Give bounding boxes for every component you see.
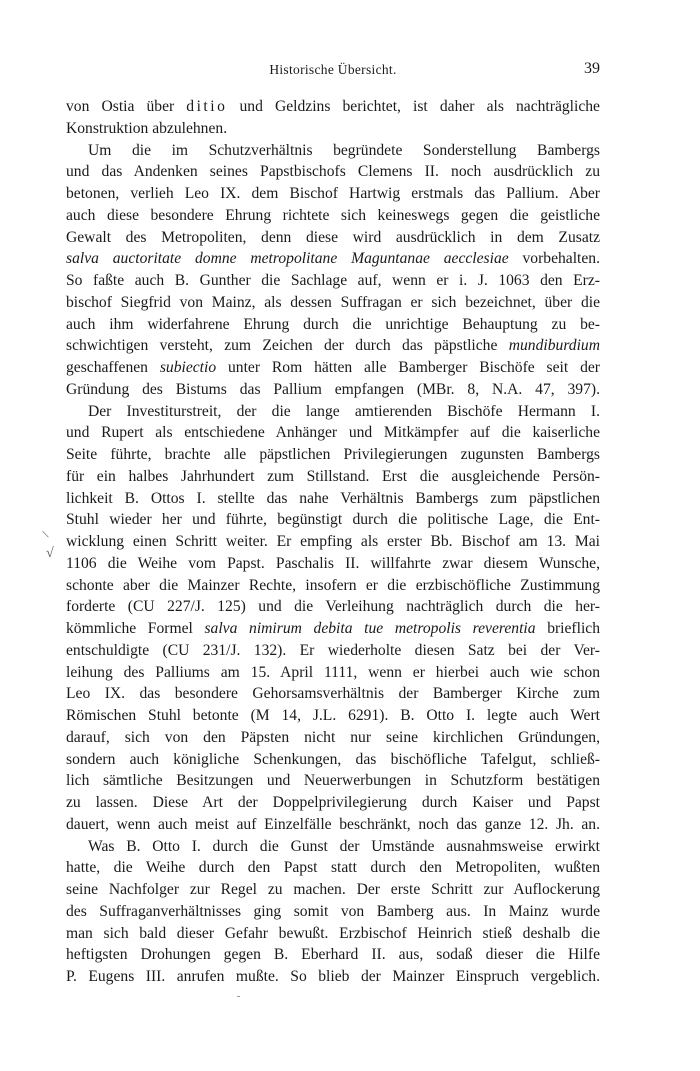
text-line — [66, 879, 600, 901]
text-line — [66, 488, 600, 510]
text-line — [66, 96, 600, 118]
text-run: Was B. Otto I. durch die Gunst der Umstände ausnahmsweise erwirkt — [88, 837, 600, 855]
text-line — [66, 727, 600, 749]
text-run: und das Andenken seines Papstbischofs Clemens II. noch ausdrücklich zu — [66, 163, 600, 181]
text-line — [66, 314, 600, 336]
text-run: und Rupert als entschiedene Anhänger und Mitkämpfer auf die kaiserliche — [66, 424, 600, 442]
text-run: heftigsten Drohungen gegen B. Eberhard II. aus, sodaß dieser die Hilfe — [66, 946, 600, 964]
text-run: des Suffraganverhältnisses ging somit von Bamberg aus. In Mainz wurde — [66, 902, 600, 920]
text-run: auch ihm widerfahrene Ehrung durch die unrichtige Behauptung zu be- — [66, 315, 600, 333]
text-run: betonen, verlieh Leo IX. dem Bischof Hartwig erstmals das Pallium. Aber — [66, 185, 600, 202]
text-line — [66, 683, 600, 705]
text-line — [66, 662, 600, 684]
italic-phrase: mundiburdium — [508, 337, 600, 355]
text-run: Der Investiturstreit, der die lange amtierenden Bischöfe Hermann I. — [88, 402, 600, 420]
text-line — [66, 161, 600, 183]
text-run: entschuldigte (CU 231/J. 132). Er wiederholte diesen Satz bei der Ver- — [66, 641, 600, 659]
text-line — [66, 227, 600, 249]
running-title: Historische Übersicht. — [269, 62, 397, 77]
text-run: seine Nachfolger zur Regel zu machen. Der erste Schritt zur Auflockerung — [66, 881, 600, 898]
text-line — [66, 183, 600, 205]
text-line — [66, 575, 600, 597]
stray-mark — [237, 996, 240, 997]
text-run: leihung des Palliums am 15. April 1111, wenn er hierbei auch wie schon — [66, 663, 600, 681]
text-line — [66, 792, 600, 814]
page-header — [66, 62, 600, 82]
text-line — [66, 596, 600, 618]
text-line — [66, 814, 600, 836]
body-text — [66, 96, 600, 988]
text-line — [66, 248, 600, 270]
text-run: geschaffenen — [66, 359, 160, 376]
text-run: Römischen Stuhl betonte (M 14, J.L. 6291). B. Otto I. legte auch Wert — [66, 707, 600, 724]
text-run: lich sämtliche Besitzungen und Neuerwerbungen in Schutzform bestätigen — [66, 772, 600, 790]
text-run: sondern auch königliche Schenkungen, das bischöfliche Tafelgut, schließ- — [66, 750, 600, 768]
text-run: man sich bald dieser Gefahr bewußt. Erzbischof Heinrich stieß deshalb die — [66, 924, 600, 942]
text-line — [66, 140, 600, 162]
text-run: So faßte auch B. Gunther die Sachlage auf, wenn er i. J. 1063 den Erz- — [66, 272, 600, 289]
text-line — [66, 901, 600, 923]
text-line — [66, 770, 600, 792]
text-line — [66, 205, 600, 227]
text-run: schwichtigen versteht, zum Zeichen der durch das päpstliche — [66, 337, 509, 355]
italic-phrase: salva auctoritate domne metropolitane Maguntanae aecclesiae — [66, 250, 509, 268]
text-run: dauert, wenn auch meist auf Einzelfälle beschränkt, noch das ganze 12. Jh. an. — [66, 815, 600, 833]
text-run: Stuhl wieder her und führte, begünstigt durch die politische Lage, die Ent- — [66, 511, 600, 529]
text-line — [66, 444, 600, 466]
text-line — [66, 422, 600, 444]
text-line — [66, 292, 600, 314]
text-line — [66, 466, 600, 488]
text-line — [66, 836, 600, 858]
text-run: Gewalt des Metropoliten, denn diese wird ausdrücklich in dem Zusatz — [66, 228, 600, 246]
text-run: kömmliche Formel — [66, 620, 205, 637]
text-run: wicklung einen Schritt weiter. Er empfing als erster Bb. Bischof am 13. Mai — [66, 533, 600, 550]
italic-phrase: salva nimirum debita tue metropolis reverentia — [204, 620, 536, 637]
text-run: auch diese besondere Ehrung richtete sich keineswegs gegen die geistliche — [66, 206, 600, 224]
text-run: brieflich — [535, 620, 601, 637]
text-run: darauf, sich von den Päpsten nicht nur seine kirchlichen Gründungen, — [66, 728, 600, 746]
margin-pencil-mark: √ — [46, 546, 54, 561]
text-line — [66, 923, 600, 945]
text-line — [66, 553, 600, 575]
text-run: 1106 die Weihe vom Papst. Paschalis II. willfahrte zwar diesem Wunsche, — [66, 554, 600, 572]
text-run: von Ostia über — [66, 98, 187, 115]
text-run: ditio — [186, 98, 228, 115]
text-run: Leo IX. das besondere Gehorsamsverhältnis der Bamberger Kirche zum — [66, 685, 600, 703]
text-line — [66, 379, 600, 401]
text-run: unter Rom hätten alle Bamberger Bischöfe seit der — [216, 359, 600, 376]
text-run: bischof Siegfrid von Mainz, als dessen Suffragan er sich bezeichnet, über die — [66, 293, 600, 311]
text-line — [66, 640, 600, 662]
text-run: forderte (CU 227/J. 125) und die Verleihung nachträglich durch die her- — [66, 598, 600, 616]
page-number: 39 — [584, 60, 600, 77]
text-line — [66, 531, 600, 553]
text-line — [66, 401, 600, 423]
italic-phrase: subiectio — [159, 359, 217, 376]
text-line — [66, 509, 600, 531]
text-line — [66, 944, 600, 966]
text-run: Konstruktion abzulehnen. — [66, 119, 228, 137]
text-run: zu lassen. Diese Art der Doppelprivilegierung durch Kaiser und Papst — [66, 794, 600, 811]
text-run: und Geldzins berichtet, ist daher als nachträgliche — [227, 98, 600, 115]
text-run: Gründung des Bistums das Pallium empfangen (MBr. 8, N.A. 47, 397). — [66, 380, 600, 398]
text-run: Seite führte, brachte alle päpstlichen Privilegierungen zugunsten Bambergs — [66, 446, 600, 463]
text-line — [66, 118, 600, 140]
text-run: Um die im Schutzverhältnis begründete Sonderstellung Bambergs — [88, 141, 600, 159]
text-run: lichkeit B. Ottos I. stellte das nahe Verhältnis Bambergs zum päpstlichen — [66, 489, 600, 507]
text-line — [66, 705, 600, 727]
text-run: P. Eugens III. anrufen mußte. So blieb der Mainzer Einspruch vergeblich. — [66, 968, 600, 985]
text-run: schonte aber die Mainzer Rechte, insofern er die erzbischöfliche Zustimmung — [66, 576, 600, 594]
text-run: hatte, die Weihe durch den Papst statt durch den Metropoliten, wußten — [66, 859, 600, 877]
text-line — [66, 270, 600, 292]
text-line — [66, 857, 600, 879]
text-line — [66, 618, 600, 640]
text-run: vorbehalten. — [508, 250, 600, 268]
text-line — [66, 749, 600, 771]
text-run: für ein halbes Jahrhundert zum Stillstand. Erst die ausgleichende Persön- — [66, 467, 600, 485]
margin-pencil-mark: \ — [40, 526, 50, 542]
text-line — [66, 357, 600, 379]
text-line — [66, 335, 600, 357]
text-line — [66, 966, 600, 988]
